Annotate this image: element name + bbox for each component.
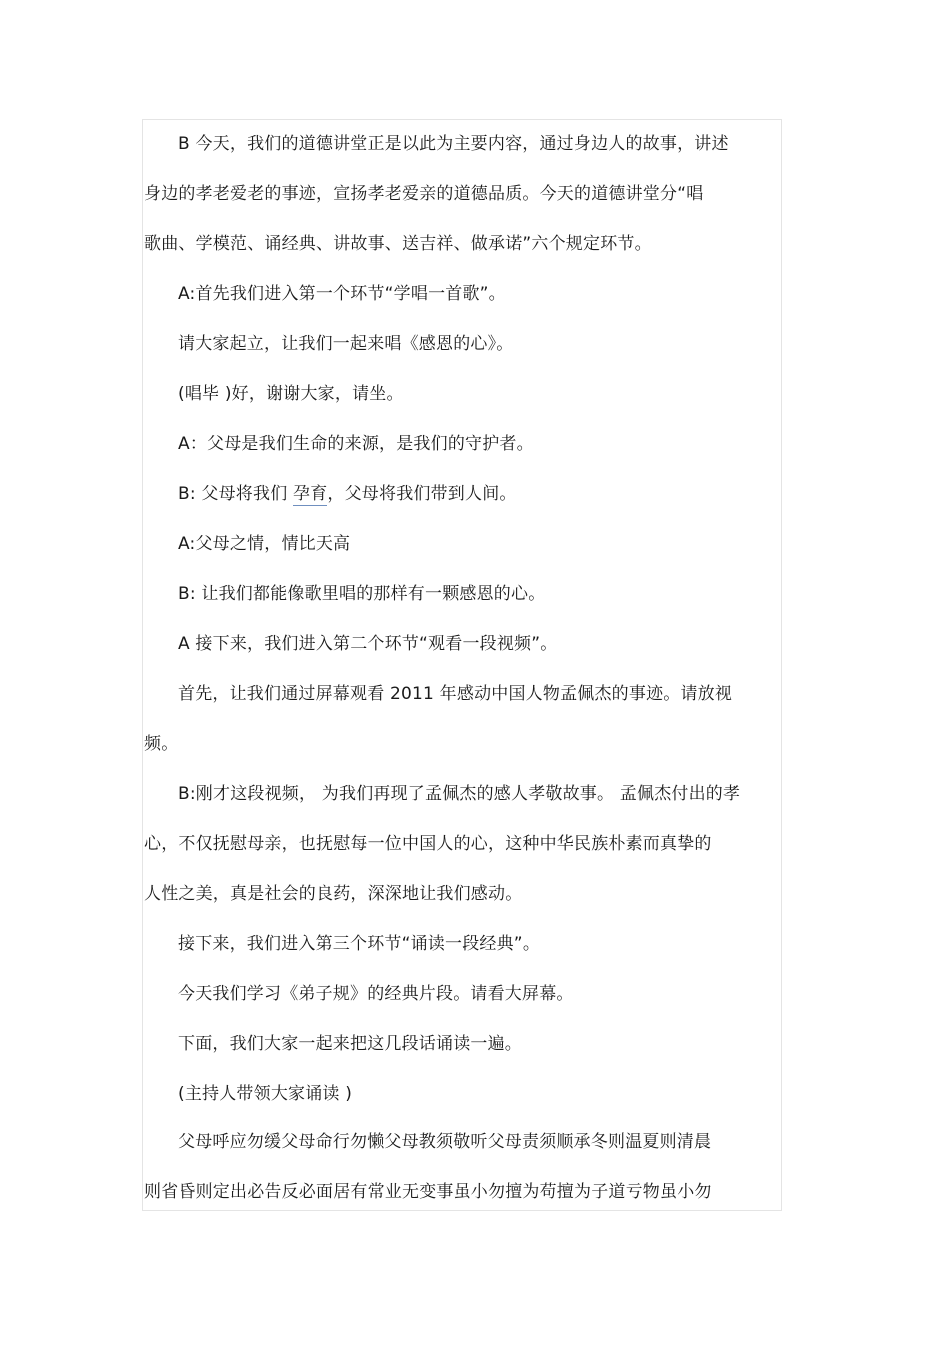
text-line: 下面，我们大家一起来把这几段话诵读一遍。 <box>178 1034 522 1054</box>
text-line: 父母呼应勿缓父母命行勿懒父母教须敬听父母责须顺承冬则温夏则清晨 <box>178 1132 712 1152</box>
text-line: 首先，让我们通过屏幕观看 2011 年感动中国人物孟佩杰的事迹。请放视 <box>178 684 733 704</box>
text-line: A 接下来，我们进入第二个环节“观看一段视频”。 <box>178 634 558 654</box>
text-line: A：父母是我们生命的来源，是我们的守护者。 <box>178 434 534 454</box>
text-line: (主持人带领大家诵读 ) <box>178 1084 353 1104</box>
text-line: 歌曲、学模范、诵经典、讲故事、送吉祥、做承诺”六个规定环节。 <box>144 234 652 254</box>
text-line: B: 让我们都能像歌里唱的那样有一颗感恩的心。 <box>178 584 546 604</box>
underlined-word: 孕育 <box>293 484 328 504</box>
text-segment: ，父母将我们带到人间。 <box>327 484 517 504</box>
text-line: 今天我们学习《弟子规》的经典片段。请看大屏幕。 <box>178 984 574 1004</box>
text-line: B 今天，我们的道德讲堂正是以此为主要内容，通过身边人的故事，讲述 <box>178 134 729 154</box>
text-line: 心，不仅抚慰母亲，也抚慰每一位中国人的心，这种中华民族朴素而真挚的 <box>144 834 712 854</box>
text-segment: B: 父母将我们 <box>178 484 293 504</box>
text-line: A:父母之情，情比天高 <box>178 534 351 554</box>
text-line: 人性之美，真是社会的良药，深深地让我们感动。 <box>144 884 523 904</box>
text-line <box>178 482 517 506</box>
text-line: 接下来，我们进入第三个环节“诵读一段经典”。 <box>178 934 541 954</box>
text-line: 则省昏则定出必告反必面居有常业无变事虽小勿擅为苟擅为子道亏物虽小勿 <box>144 1182 712 1202</box>
text-line: (唱毕 )好，谢谢大家，请坐。 <box>178 384 404 404</box>
text-line: 身边的孝老爱老的事迹，宣扬孝老爱亲的道德品质。今天的道德讲堂分“唱 <box>144 184 704 204</box>
text-line: 请大家起立，让我们一起来唱《感恩的心》。 <box>178 334 514 354</box>
text-line: B:刚才这段视频， 为我们再现了孟佩杰的感人孝敬故事。 孟佩杰付出的孝 <box>178 784 741 804</box>
text-line: A:首先我们进入第一个环节“学唱一首歌”。 <box>178 284 506 304</box>
text-line: 频。 <box>144 734 179 754</box>
